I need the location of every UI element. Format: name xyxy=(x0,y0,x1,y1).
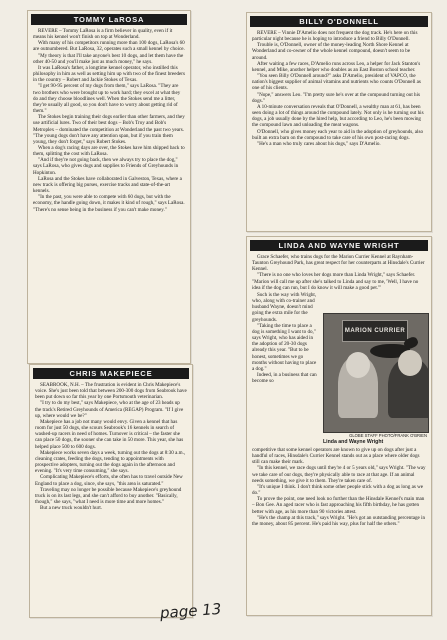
article-paragraph: Such is the way with Wright, who, along with co-trainer and husband Wayne, doesn't mind going the extra mile for the greyhounds. xyxy=(252,291,317,323)
article-paragraph: "Taking the time to place a dog is something I want to do," says Wright, who has aided in the adoption of 20-30 dogs already this year. "But to be honest, sometimes we go months without having to place a dog." xyxy=(252,322,317,372)
article-paragraph: "And if they're not going back, then we always try to place the dog," says LaRosa, who gives dogs and supplies to Friends of Greyhounds in Hopkinton. xyxy=(33,157,179,176)
clipping-makepiece xyxy=(29,364,193,618)
odonnell-header: BILLY O'DONNELL xyxy=(250,16,428,27)
article-paragraph: REVERE – Vinnie D'Amelio does not frequent the dog track. He's here on this particular night because he is hoping to introduce a friend to Billy O'Donnell. xyxy=(252,30,418,43)
article-paragraph: O'Donnell, who gives money each year to aid in the adoption of greyhounds, also built an extra barn on the compound to take care of his own post-racing dogs. xyxy=(252,128,424,141)
article-paragraph: "My theory is that I'll take anyone's best 10 dogs, and let them have the other 40-50 and you'll make just as much money," he says. xyxy=(33,52,184,65)
article-paragraph: "I try to do my best," says Makepiece, who at the age of 23 heads up the track's Retired Greyhounds of America (REGAP) Program. "If I give up, where would we be?" xyxy=(35,400,184,419)
clipping-larosa xyxy=(27,10,191,364)
article-paragraph: With many of his competitors running more than 100 dogs, LaRosa's 60 are outnumbered. But LaRosa, 32, operates such a small kennel by choice. xyxy=(33,40,185,53)
article-paragraph: "It's unique I think. I don't think some other people stick with a dog as long as we do." xyxy=(252,483,424,497)
article-paragraph: Makepiece works seven days a week, turning out the dogs at 8:30 a.m., cleaning crates, feeding the dogs, tending to appointments with prospective adopters, turning out the dogs again in the afternoon and evening. "It's very time consuming," she says. xyxy=(35,449,186,475)
wright-body xyxy=(247,447,431,527)
article-paragraph: Traveling may no longer be possible because Makepiece's greyhound truck is on its last legs, and she can't afford to buy another. "Basically, though," she says, "what I need is more time and more homes." xyxy=(35,486,182,505)
person-wayne-head xyxy=(398,350,422,376)
wright-photo xyxy=(323,313,429,433)
larosa-body xyxy=(28,28,190,213)
article-paragraph: To prove the point, one need look no further than the Hinsdale Kennel's main man – Bon Gee. An aged racer who is fast approaching his fifth birthday, he has gotten better with age, as his more than 90 victories attest. xyxy=(252,496,425,515)
article-paragraph: Grace Schaefer, who trains dogs for the Marion Currier Kennel at Raynham-Taunton Greyhound Park, has great respect for her counterparts at Hinsdale's Currier Kennel. xyxy=(252,254,425,273)
article-paragraph: competitive that some kennel operators are known to give up on dogs after just a handful of races, Hinsdale's Currier Kennel stands out as a place where older dogs still can make their mark. xyxy=(252,447,420,466)
photo-caption: Linda and Wayne Wright xyxy=(323,439,384,445)
article-paragraph: SEABROOK, N.H. – The frustration is evident in Chris Makepiece's voice. She's just been told that between 200-300 dogs from Seabrook have been put down so far this year by one Portsmouth veterinarian. xyxy=(35,382,187,401)
article-paragraph: Indeed, in a business that can become so xyxy=(252,371,317,385)
person-linda-head xyxy=(346,352,370,378)
article-paragraph: A 10-minute conversation reveals that O'Donnell, a wealthy man at 61, has been seen doing a lot of things around the compound lately. Not only is he turning out his dogs, a job usually done by the hired help, but according to Leo, he's been mowing the compound lawn and unloading the meat wagons. xyxy=(252,103,424,129)
page-number-handwritten: page 13 xyxy=(159,599,222,623)
article-paragraph: "Nope," answers Leo. "I'm pretty sure he's over at the compound turning out his dogs." xyxy=(252,91,420,104)
article-paragraph: It was LaRosa's father, a longtime kennel operator, who instilled this philosophy in him as well as setting him up with two of the finest breeders in the country – Robert and Jackie Stokes of Texas. xyxy=(33,64,185,84)
article-paragraph: The Stokes begin training their dogs earlier than other farmers, and they use artificial lures. Two of their best dogs – Bob's Troy and Bob's Metroplex – dominated the competition at Wonderland the past two years. "The young dogs don't have any attention span, but if you train them young, they don't forget," says Robert Stokes. xyxy=(33,114,185,145)
article-paragraph: "I get 90-95 percent of my dogs from them," says LaRosa. "They are two brothers who were brought up to work hard; they excel at what they do and they choose bloodlines well. When the Stokes send me a litter, they're usually all good, so you don't have to worry about getting rid of them." xyxy=(33,83,181,115)
wright-intro xyxy=(247,254,431,291)
kennel-sign: MARION CURRIER xyxy=(342,320,408,342)
article-paragraph: Makepiece has a job not many would envy. Given a kennel that has room for just 50 dogs, she scours Seabrook's 16 kennels in search of washed-up racers in need of homes. Turnover is critical – the faster she can place 50 dogs, the sooner she can take in 50 more. This year, she has helped place 500 to 600 dogs. xyxy=(35,418,184,450)
clipping-odonnell xyxy=(246,12,432,232)
article-paragraph: "In this kennel, we race dogs until they're 4 or 5 years old," says Wright. "The way we take care of our dogs, they're physically able to race at that age. If an animal needs something, we give it to them. They're taken care of. xyxy=(252,465,426,484)
article-paragraph: LaRosa and the Stokes have collaborated in Galveston, Texas, where a new track is offering big purses, exercise tracks and state-of-the-art kennels. xyxy=(33,175,182,195)
makepiece-body xyxy=(30,382,192,511)
wright-narrow-column xyxy=(247,292,318,442)
article-paragraph: After waiting a few races, D'Amelio runs across Leo, a helper for Jack Stanton's kennel, and Mike, another helper who doubles as an East Boston school teacher. xyxy=(252,60,421,73)
larosa-header: TOMMY LaROSA xyxy=(31,14,187,25)
article-paragraph: "He's the champ at this track," says Wright. "He's got an outstanding percentage in the money, about 85 percent. He's paid his way, plus for half the others." xyxy=(252,514,426,527)
article-paragraph: When a dog's racing days are over, the Stokes have him shipped back to them, splitting the cost with LaRosa. xyxy=(33,144,185,158)
odonnell-body xyxy=(247,30,431,147)
article-paragraph: REVERE – Tommy LaRosa is a firm believer in quality, even if it means his kennel won't finish on top at Wonderland. xyxy=(33,28,173,41)
article-paragraph: Complicating Makepiece's efforts, she often has to travel outside New England to place a dog, since, she says, "this area is saturated." xyxy=(35,474,183,487)
article-paragraph: "There is no one who loves her dogs more than Linda Wright," says Schaefer. "Marion will call me up after she's talked to Linda and say to me, 'Well, I have no idea if the dog can run, but I do know it will make a good pet.'" xyxy=(252,272,419,291)
article-paragraph: "In the past, you were able to compete with 60 dogs, but with the economy, the handle going down, it makes it kind of rough," says LaRosa. "There's no sense being in the business if you can't make money." xyxy=(33,194,185,213)
clipping-wright xyxy=(246,236,432,616)
article-paragraph: But a new truck wouldn't hurt. xyxy=(40,505,103,512)
article-paragraph: "He's a man who truly cares about his dogs," says D'Amelio. xyxy=(257,140,381,147)
article-paragraph: "You seen Billy O'Donnell around?" asks D'Amelio, president of VAPCO, the nation's biggest supplier of animal vitamins and nutrients who counts O'Donnell as one of his clients. xyxy=(252,73,421,92)
wright-header: LINDA AND WAYNE WRIGHT xyxy=(250,240,428,251)
makepiece-header: CHRIS MAKEPIECE xyxy=(33,368,189,379)
photo-credit: GLOBE STAFF PHOTO/FRANK O'BRIEN xyxy=(349,433,427,438)
article-paragraph: Trouble is, O'Donnell, owner of the money-leading North Shore Kennel at Wonderland and co-owner of the whole kennel compound, doesn't seem to be around. xyxy=(252,42,411,61)
